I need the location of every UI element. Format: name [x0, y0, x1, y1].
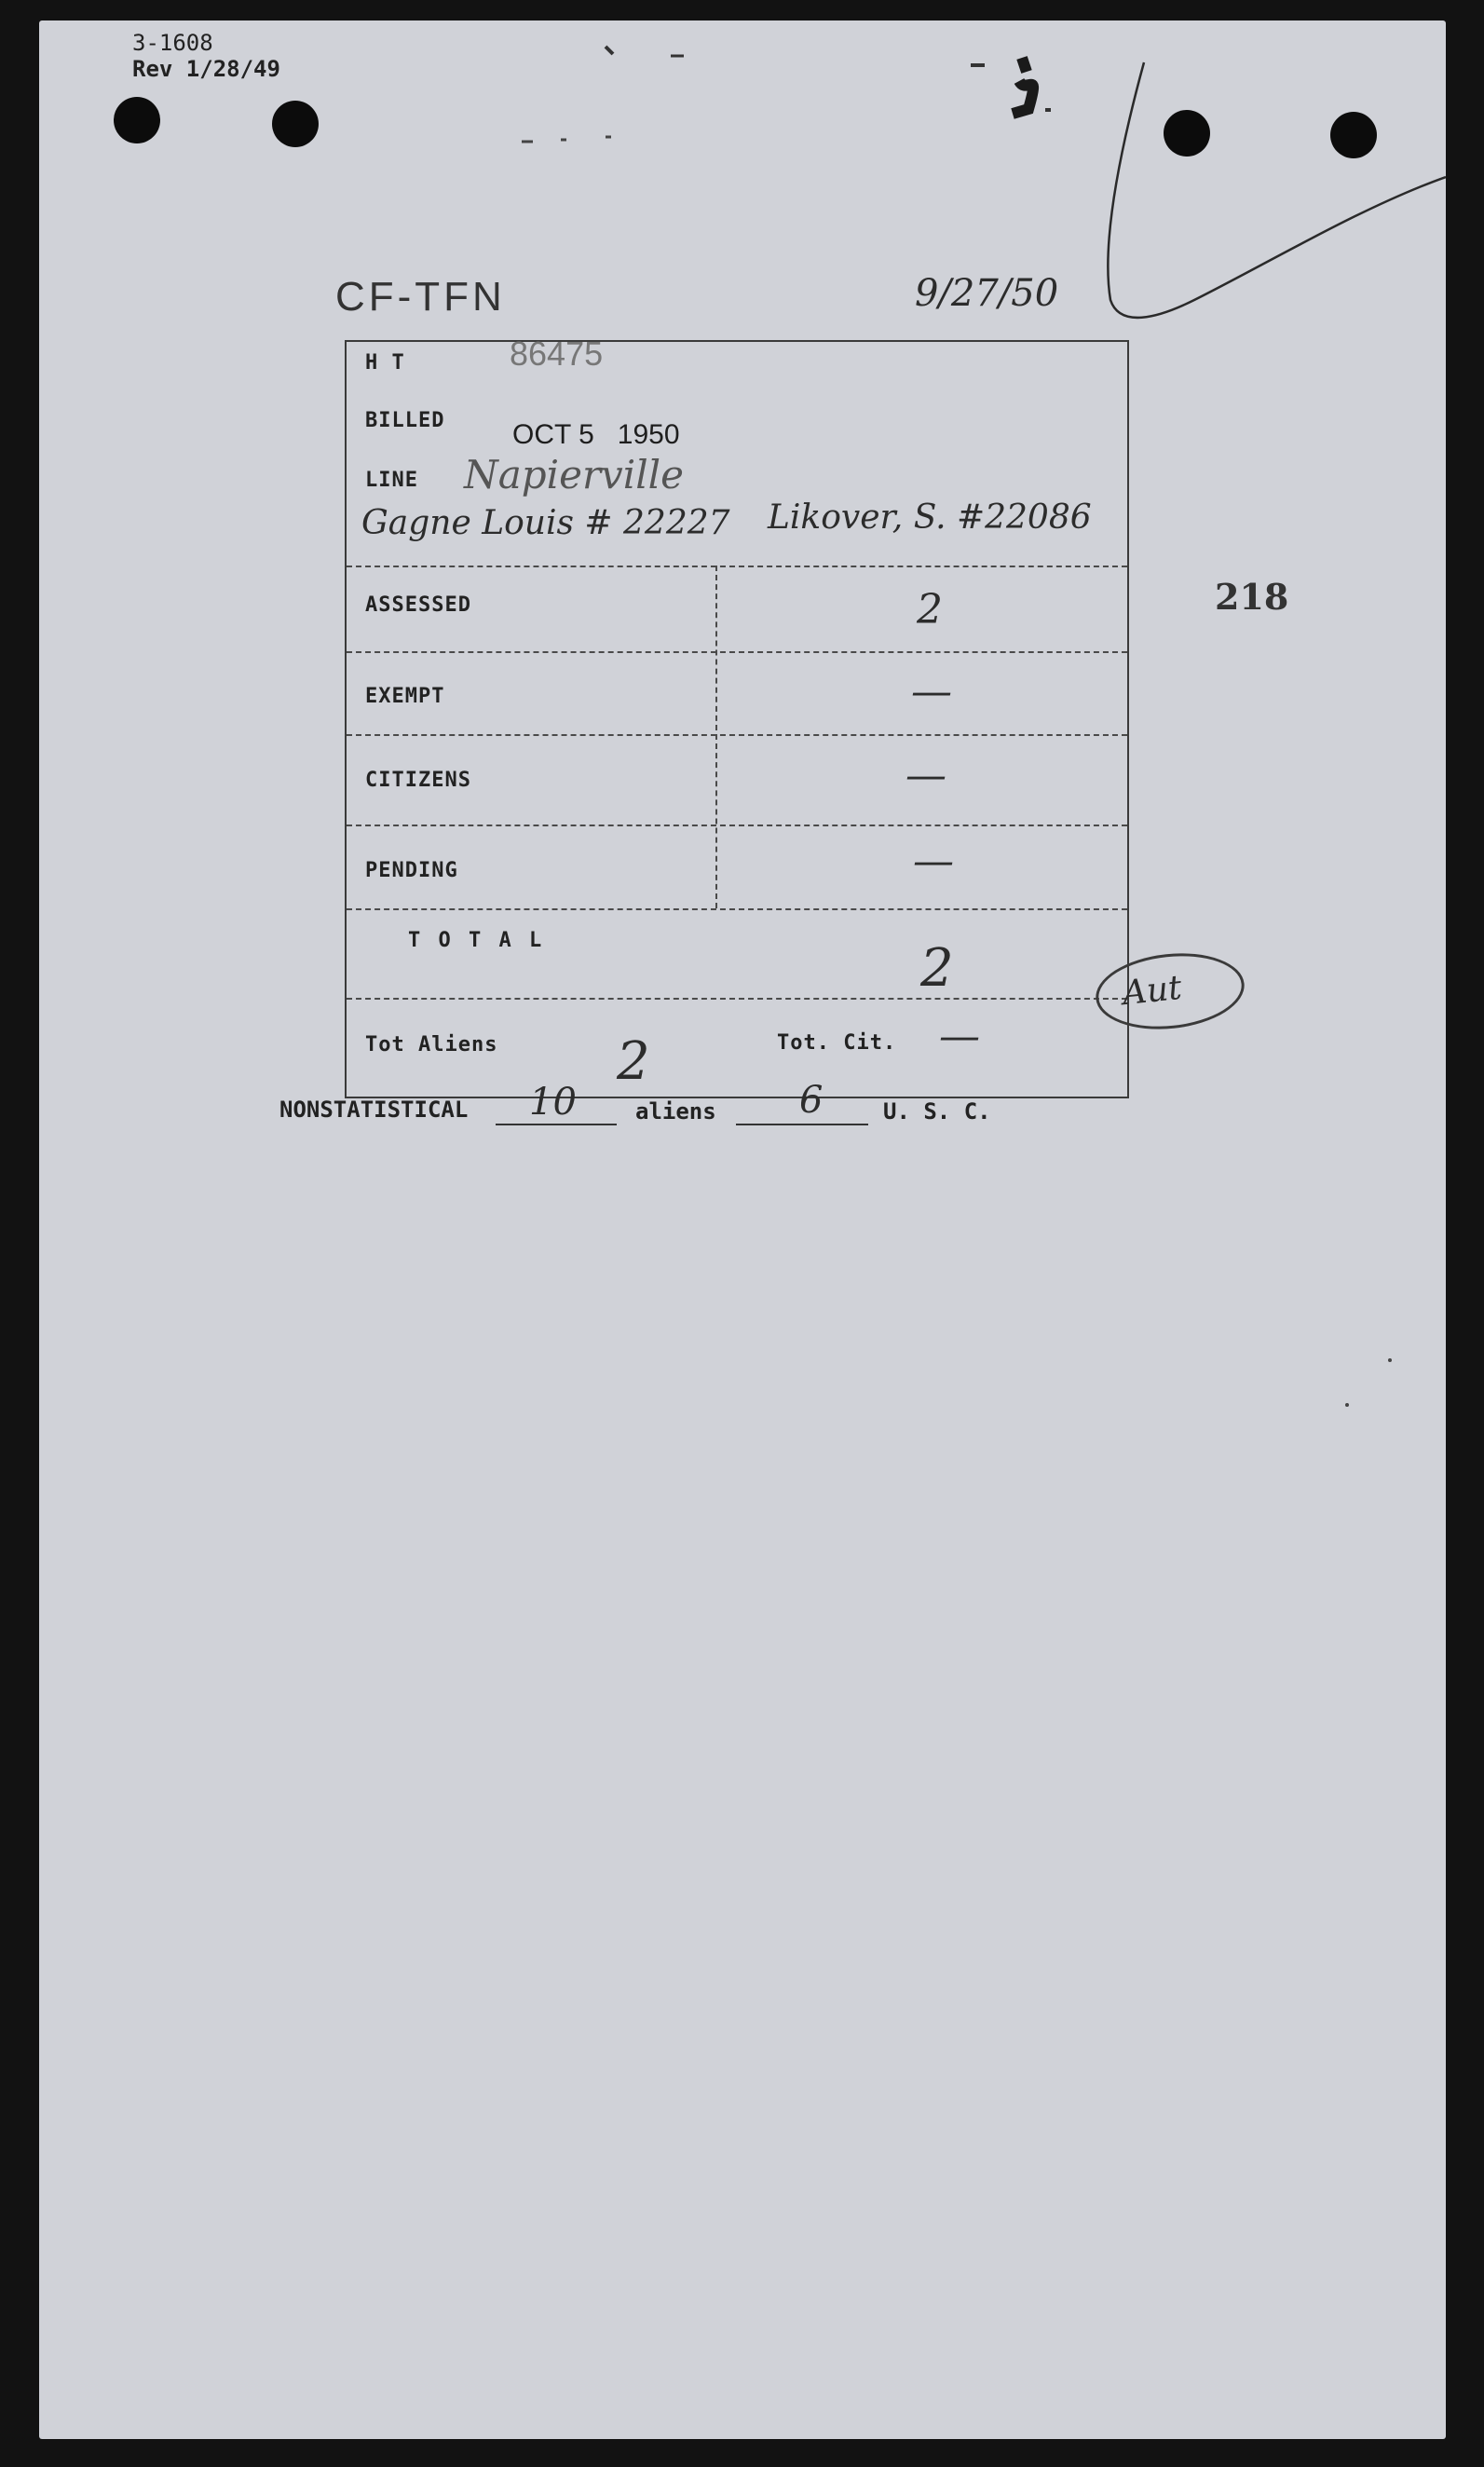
ht-label: H T: [365, 351, 405, 375]
tot-aliens-label: Tot Aliens: [365, 1033, 498, 1056]
nonstatistical-usc-underline: [736, 1124, 868, 1125]
inspectors-right: Likover, S. #22086: [768, 498, 1092, 537]
exempt-label: EXEMPT: [365, 685, 445, 708]
nonstatistical-aliens-value: 10: [529, 1081, 577, 1124]
pending-label: PENDING: [365, 859, 458, 882]
billed-label: BILLED: [365, 409, 445, 432]
line-label: LINE: [365, 469, 418, 492]
divider-header: [347, 566, 1127, 567]
inspectors-left: Gagne Louis # 22227: [361, 504, 730, 542]
assessed-label: ASSESSED: [365, 593, 471, 617]
form-revision: Rev 1/28/49: [132, 56, 280, 82]
nonstatistical-aliens-underline: [496, 1124, 617, 1125]
ht-value: 86475: [510, 334, 604, 373]
top-code-annotation: CF-TFN: [335, 274, 506, 320]
total-value: 2: [920, 938, 954, 999]
top-date-annotation: 9/27/50: [915, 272, 1059, 315]
nonstatistical-aliens-label: aliens: [635, 1098, 716, 1124]
divider-row-2: [347, 734, 1127, 736]
manifest-form-box: [345, 334, 1129, 1098]
assessed-value: 2: [917, 586, 943, 634]
initials-stamp-text: Aut: [1120, 968, 1184, 1014]
divider-row-3: [347, 825, 1127, 826]
nonstatistical-label: NONSTATISTICAL: [279, 1097, 469, 1123]
divider-row-4: [347, 908, 1127, 910]
billed-date-stamp: OCT 5 1950: [512, 419, 680, 450]
total-label: T O T A L: [408, 929, 545, 952]
top-marks-drawing: [39, 20, 1446, 356]
column-divider: [715, 566, 717, 908]
speck-1: [1388, 1358, 1392, 1362]
side-page-number: 218: [1215, 576, 1289, 618]
tot-cit-label: Tot. Cit.: [777, 1031, 897, 1055]
pending-value: —: [913, 838, 954, 885]
line-value: Napierville: [464, 452, 684, 497]
citizens-label: CITIZENS: [365, 769, 471, 792]
tot-cit-value: —: [939, 1013, 980, 1060]
nonstatistical-usc-value: 6: [799, 1079, 824, 1122]
speck-2: [1345, 1403, 1349, 1407]
form-number: 3-1608: [132, 30, 213, 56]
nonstatistical-usc-label: U. S. C.: [883, 1098, 991, 1124]
tot-aliens-value: 2: [617, 1031, 650, 1092]
divider-row-1: [347, 651, 1127, 653]
citizens-value: —: [905, 752, 946, 799]
document-sheet: [39, 20, 1446, 2439]
exempt-value: —: [911, 668, 952, 716]
divider-total: [347, 998, 1127, 1000]
